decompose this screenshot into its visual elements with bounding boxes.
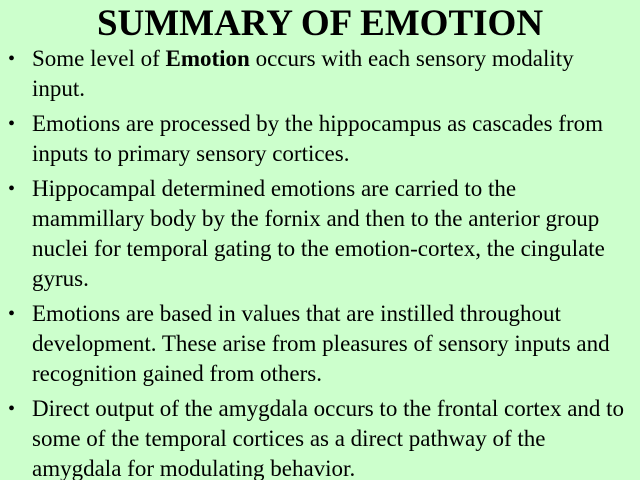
- bullet-item: [0, 44, 640, 104]
- bullet-icon: •: [8, 398, 16, 420]
- bullet-text: Direct output of the amygdala occurs to the frontal cortex and to some of the temporal cortices as a direct pathway of the amygdala for modulating behavior.: [32, 396, 625, 480]
- bullet-item: [0, 174, 640, 294]
- slide-title: SUMMARY OF EMOTION: [96, 3, 544, 44]
- bullet-icon: •: [8, 48, 16, 70]
- bullet-text-bold: Emotion: [165, 46, 250, 71]
- bullet-item: [0, 394, 640, 480]
- bullet-text-suffix: occurs with each sensory modality input.: [32, 46, 574, 101]
- bullet-text-prefix: Some level of: [32, 46, 166, 71]
- bullet-icon: •: [8, 303, 16, 325]
- bullet-item: [0, 299, 640, 389]
- bullet-icon: •: [8, 113, 16, 135]
- bullet-text: Emotions are based in values that are instilled throughout development. These arise from pleasures of sensory inputs and recognition gained from others.: [32, 301, 610, 386]
- bullet-list: [0, 44, 640, 480]
- bullet-text: Emotions are processed by the hippocampus as cascades from inputs to primary sensory cortices.: [32, 111, 603, 166]
- bullet-text: Hippocampal determined emotions are carried to the mammillary body by the fornix and then to the anterior group nuclei for temporal gating to the emotion-cortex, the cingulate gyrus.: [32, 176, 605, 291]
- bullet-icon: •: [8, 178, 16, 200]
- bullet-item: [0, 109, 640, 169]
